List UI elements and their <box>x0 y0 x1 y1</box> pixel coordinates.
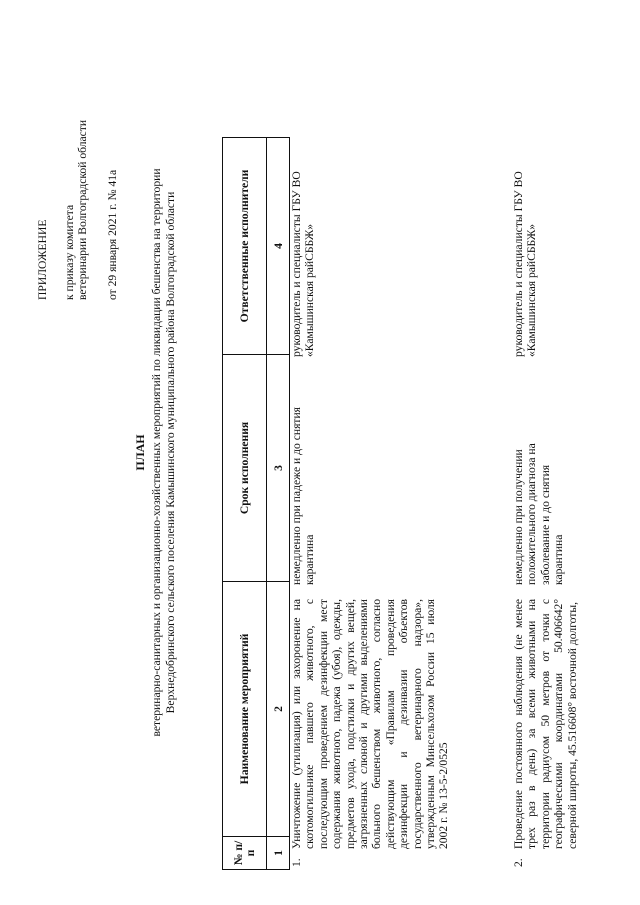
header-deadline: Срок исполнения <box>223 355 267 582</box>
row-deadline: немедленно при падеже и до снятия карантина <box>290 407 317 585</box>
plan-subtitle-line1: ветеринарно-санитарных и организационно-хозяйственных мероприятий по ликвидации бешенства на территории <box>150 168 163 737</box>
appendix-title: ПРИЛОЖЕНИЕ <box>36 219 49 300</box>
row-action: Уничтожение (утилизация) или захоронение на скотомогильнике павшего животного, с последующим проведением дезинфекции мест содержания животного, падежа (убоя), одежды, предметов ухода, подстилки и других вещей, загрязненных слюной и другими выделениями больного бешенством животного, согласно действующим «Правилам проведения дезинфекции и дезинвазии объектов государственного ветеринарного надзора», утвержденным Минсельхозом России 15 июля 2002 г. № 13-5-2/0525 <box>290 599 451 849</box>
row-deadline: немедленно при получении положительного диагноза на заболевание и до снятия карантина <box>512 443 566 585</box>
plan-title: ПЛАН <box>133 434 147 471</box>
header-action: Наименование мероприятий <box>223 582 267 837</box>
header-col-num-2: 2 <box>267 582 290 837</box>
header-number: № п/п <box>223 837 267 870</box>
appendix-date-line: от 29 января 2021 г. № 41а <box>106 169 119 300</box>
row-number: 2. <box>512 858 525 867</box>
row-responsible: руководитель и специалисты ГБУ ВО «Камышинская райСББЖ» <box>290 171 317 357</box>
header-col-num-4: 4 <box>267 138 290 355</box>
header-col-num-1: 1 <box>267 837 290 870</box>
appendix-order-line: к приказу комитета <box>63 204 76 300</box>
row-action: Проведение постоянного наблюдения (не менее трех раз в день) за всеми животными на территории радиусом 50 метров от точки с географическими координатами 50.406642° северной широты, 45.516608° восточной долготы, <box>512 599 579 849</box>
plan-table-header <box>222 137 290 870</box>
header-col-num-3: 3 <box>267 355 290 582</box>
appendix-committee-line: ветеринарии Волгоградской области <box>76 119 89 300</box>
row-number: 1. <box>290 858 303 867</box>
plan-subtitle-line2: Верхнедобринского сельского поселения Камышинского муниципального района Волгоградской области <box>164 191 177 714</box>
header-responsible: Ответственные исполнители <box>223 138 267 355</box>
row-responsible: руководитель и специалисты ГБУ ВО «Камышинская райСББЖ» <box>512 171 539 357</box>
